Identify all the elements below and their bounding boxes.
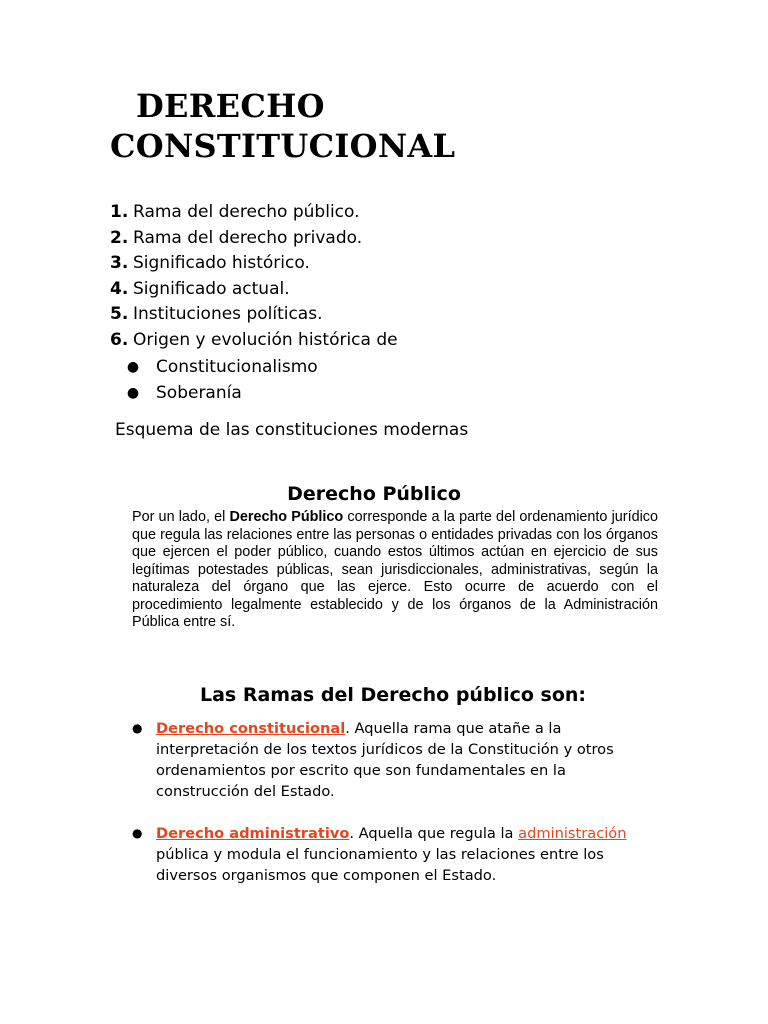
topics-numbered-list [110, 200, 398, 354]
ramas-list [132, 718, 662, 907]
esquema-line: Esquema de las constituciones modernas [115, 420, 469, 440]
rama-text: . Aquella que regula la [349, 825, 519, 842]
bullet-icon: ● [132, 826, 143, 840]
paragraph-bold-term: Derecho Público [229, 509, 344, 525]
list-item [110, 277, 398, 303]
rama-text: . Aquella rama que atañe a la interpretación de los textos jurídicos de la Constitución y otros ordenamientos por escrito que son fundamentales en la construcción del Estado. [156, 720, 614, 800]
list-item [110, 328, 398, 354]
list-item [110, 380, 318, 406]
derecho-administrativo-link[interactable]: Derecho administrativo [156, 825, 350, 842]
rama-description [156, 718, 662, 802]
ramas-heading: Las Ramas del Derecho público son: [200, 684, 587, 706]
list-item-text: Significado histórico. [133, 253, 310, 274]
list-number: 4. [110, 278, 129, 299]
title-line-1: DERECHO [136, 87, 325, 125]
list-item-text: Soberanía [156, 383, 242, 403]
title-line-2: CONSTITUCIONAL [110, 127, 456, 165]
list-item-text: Significado actual. [133, 278, 290, 299]
list-number: 1. [110, 202, 129, 222]
paragraph-text: corresponde a la parte del ordenamiento jurídico que regula las relaciones entre las personas o entidades privadas con los órganos que ejercen el poder público, cuando estos últimos actúan en ejercicio de sus legítimas potestades públicas, sean jurisdiccionales, administrativas, según la naturaleza del órgano que las ejerce. Esto ocurre de acuerdo con el procedimiento legalmente establecido y de los órganos de la Administración Pública entre sí. [132, 509, 658, 630]
list-item [110, 226, 398, 252]
derecho-constitucional-link[interactable]: Derecho constitucional [156, 720, 346, 737]
list-item-text: Origen y evolución histórica de [133, 329, 398, 350]
list-item [132, 823, 662, 886]
bullet-icon: ● [132, 721, 143, 735]
list-item-text: Constitucionalismo [156, 357, 318, 377]
derecho-publico-paragraph [132, 509, 658, 632]
list-item-text: Rama del derecho público. [133, 202, 360, 222]
list-item-text: Rama del derecho privado. [133, 227, 363, 248]
rama-description [156, 823, 662, 886]
administracion-link[interactable]: administración [518, 825, 627, 842]
list-item [110, 251, 398, 277]
list-item [110, 200, 398, 226]
list-item [110, 354, 318, 380]
rama-text: pública y modula el funcionamiento y las relaciones entre los diversos organismos que componen el Estado. [156, 846, 604, 884]
sub-bullet-list [110, 354, 318, 406]
list-item [132, 718, 662, 802]
bullet-icon: ● [126, 385, 140, 401]
paragraph-text: Por un lado, el [132, 509, 230, 525]
document-title [110, 86, 455, 166]
list-item [110, 302, 398, 328]
list-number: 3. [110, 253, 129, 274]
list-number: 2. [110, 227, 129, 248]
list-number: 5. [110, 304, 129, 325]
list-item-text: Instituciones políticas. [133, 304, 323, 325]
bullet-icon: ● [126, 359, 140, 375]
list-number: 6. [110, 329, 129, 350]
section-title: Derecho Público [287, 483, 461, 505]
